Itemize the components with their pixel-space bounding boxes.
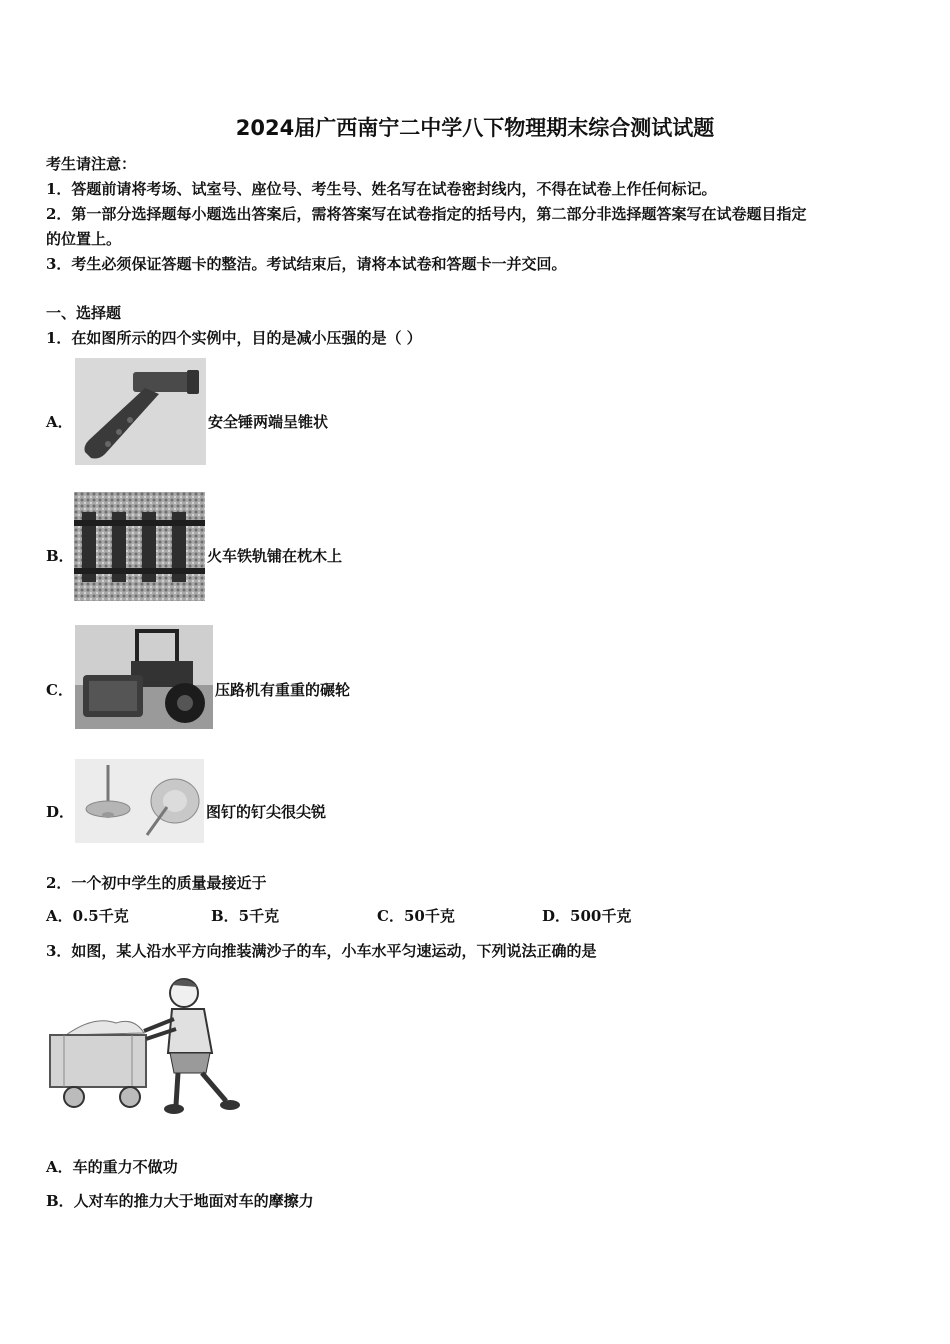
q2-option-b: B．5千克 <box>211 907 280 925</box>
q1-option-b-text: 火车铁轨铺在枕木上 <box>207 547 343 565</box>
section-heading: 一、选择题 <box>46 304 122 322</box>
q2-option-a: A．0.5千克 <box>46 907 129 925</box>
notice-item-1: 1．答题前请将考场、试室号、座位号、考生号、姓名写在试卷密封线内，不得在试卷上作任何标记。 <box>46 180 717 198</box>
railway-track-image <box>74 492 205 601</box>
q3-option-b: B．人对车的推力大于地面对车的摩擦力 <box>46 1192 314 1210</box>
q1-option-a-label: A． <box>46 413 73 431</box>
safety-hammer-image <box>75 358 206 465</box>
thumbtack-image <box>75 759 204 843</box>
notice-heading: 考生请注意： <box>46 155 137 173</box>
q1-stem: 1．在如图所示的四个实例中，目的是减小压强的是（ ） <box>46 329 422 347</box>
q3-option-a: A．车的重力不做功 <box>46 1158 178 1176</box>
boy-pushing-cart-image <box>44 973 248 1119</box>
q1-option-b-label: B． <box>46 547 74 565</box>
q1-option-c-text: 压路机有重重的碾轮 <box>215 681 351 699</box>
q2-option-d: D．500千克 <box>542 907 632 925</box>
q3-stem: 3．如图，某人沿水平方向推装满沙子的车，小车水平匀速运动，下列说法正确的是 <box>46 942 597 960</box>
q1-option-d-label: D． <box>46 803 75 821</box>
notice-item-2: 2．第一部分选择题每小题选出答案后，需将答案写在试卷指定的括号内，第二部分非选择题答案写在试卷题目指定 <box>46 205 807 223</box>
q1-option-c-label: C． <box>46 681 73 699</box>
road-roller-image <box>75 625 213 729</box>
q2-stem: 2．一个初中学生的质量最接近于 <box>46 874 267 892</box>
notice-item-2-cont: 的位置上。 <box>46 230 122 248</box>
notice-item-3: 3．考生必须保证答题卡的整洁。考试结束后，请将本试卷和答题卡一并交回。 <box>46 255 567 273</box>
q1-option-a-text: 安全锤两端呈锥状 <box>208 413 329 431</box>
exam-title: 2024届广西南宁二中学八下物理期末综合测试试题 <box>235 116 715 140</box>
q2-option-c: C．50千克 <box>377 907 455 925</box>
q1-option-d-text: 图钉的钉尖很尖锐 <box>206 803 327 821</box>
